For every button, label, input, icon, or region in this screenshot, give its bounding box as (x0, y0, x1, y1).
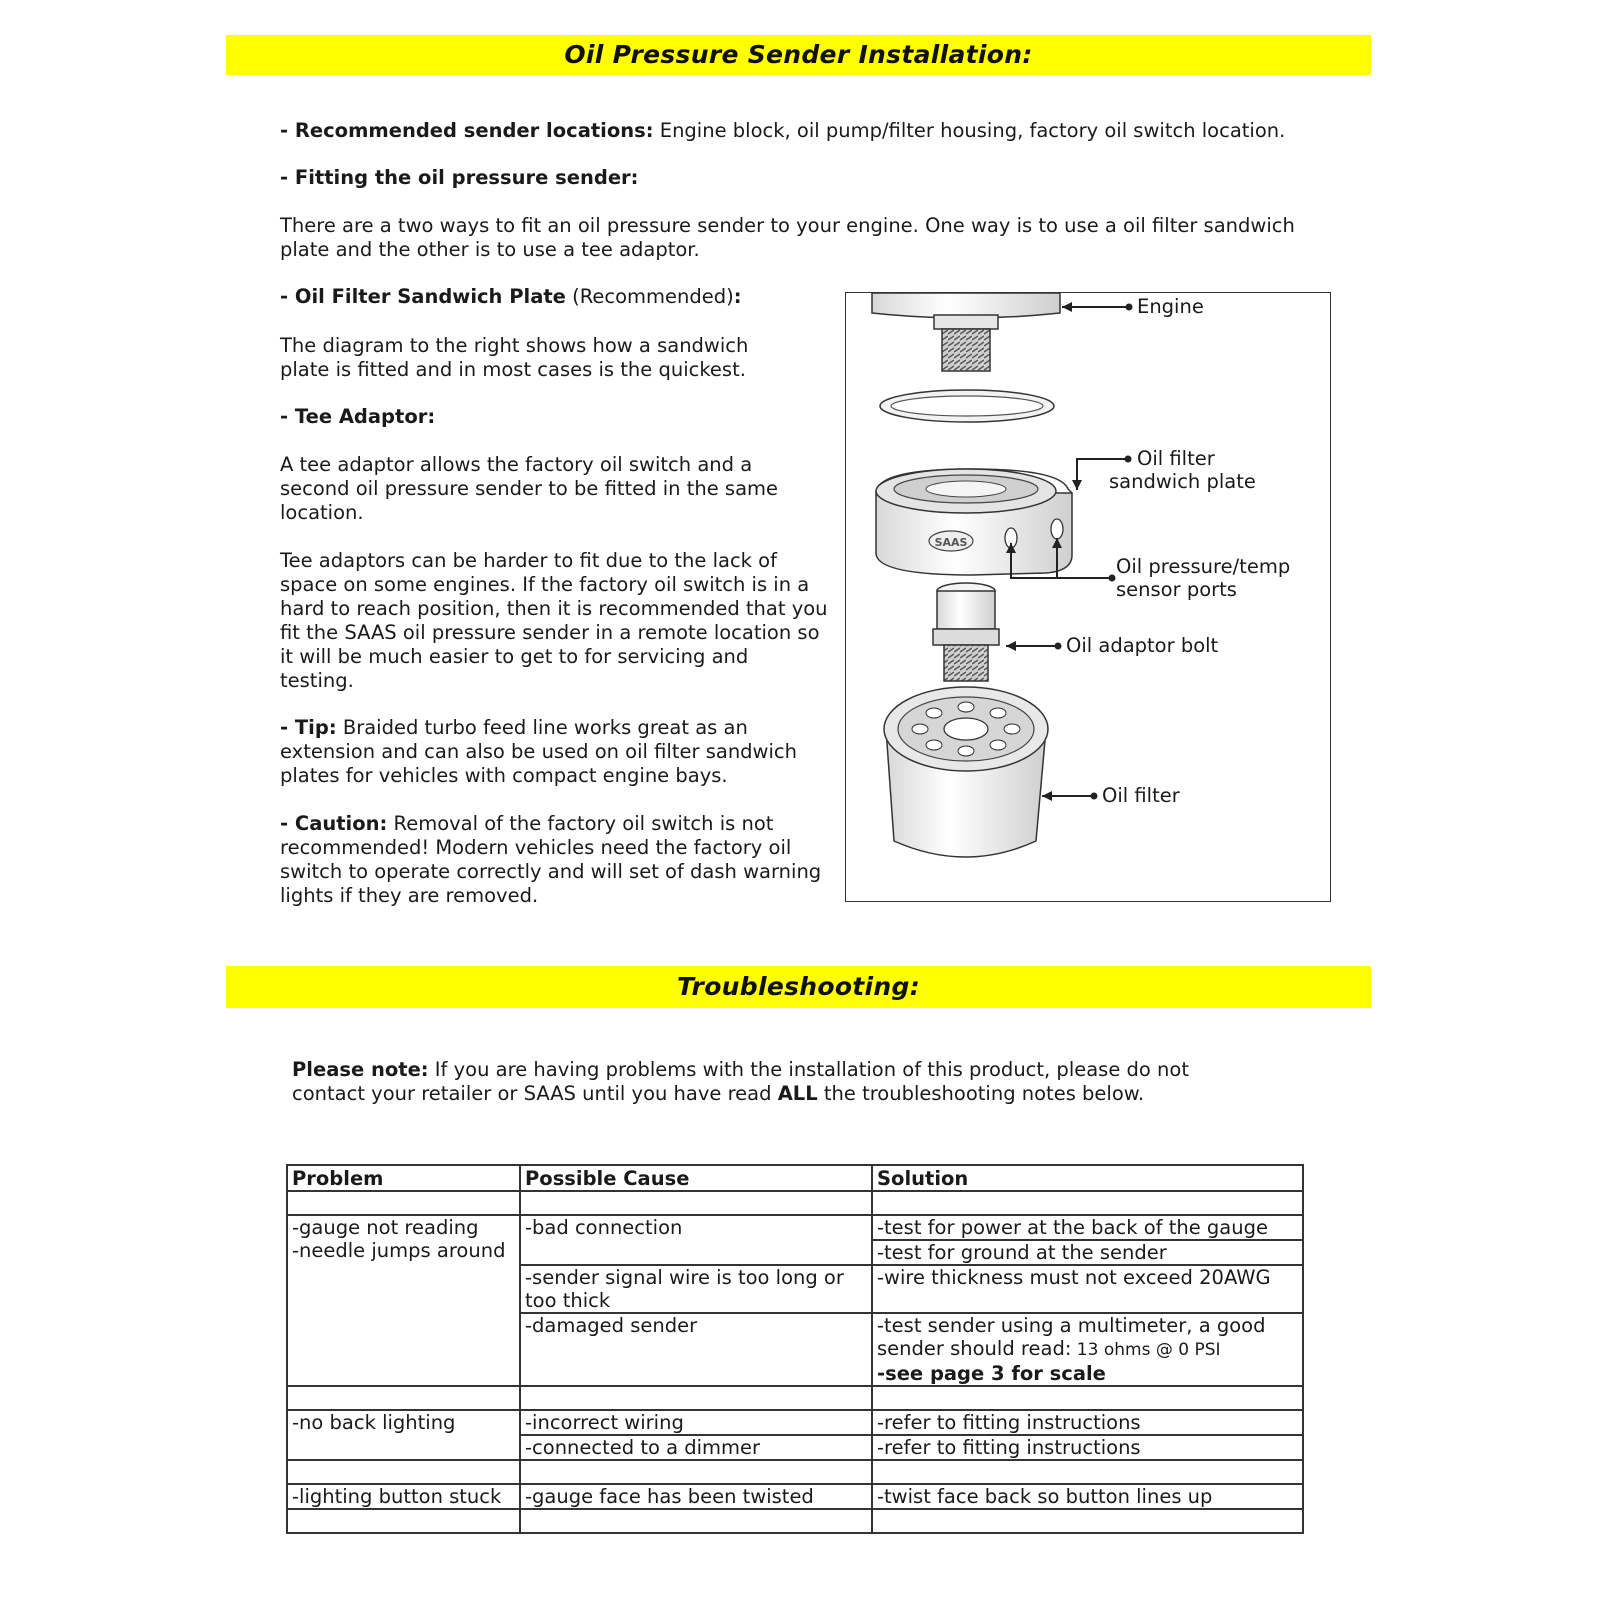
header-problem: Problem (287, 1165, 520, 1191)
header-cause: Possible Cause (520, 1165, 872, 1191)
adaptor-bolt (933, 583, 999, 681)
problem-cell (287, 1215, 520, 1386)
tee-heading-text: - Tee Adaptor: (280, 405, 436, 428)
tee-text-1: A tee adaptor allows the factory oil switch and a second oil pressure sender to be fitted in the same location. (280, 453, 779, 524)
plate-logo: SAAS (934, 536, 968, 549)
note-text-1: If you are having problems with the installation of this product, please do not contact your retailer or SAAS until you have read (292, 1058, 1189, 1105)
solution-cell: -test for power at the back of the gauge (872, 1215, 1303, 1240)
solution-note: -see page 3 for scale (877, 1362, 1106, 1385)
oil-filter (884, 687, 1048, 857)
fitting-heading-text: - Fitting the oil pressure sender: (280, 166, 639, 189)
solution-cell (872, 1313, 1303, 1386)
recommended-locations (280, 119, 1340, 143)
recommended-text: Engine block, oil pump/filter housing, factory oil switch location. (653, 119, 1286, 142)
table-row (287, 1460, 1303, 1484)
table-row (287, 1386, 1303, 1410)
sandwich-text: The diagram to the right shows how a sandwich plate is fitted and in most cases is the quickest. (280, 334, 749, 381)
tip-paragraph (280, 716, 828, 788)
cause-cell: -gauge face has been twisted (520, 1484, 872, 1509)
sandwich-heading-colon: : (733, 285, 742, 308)
tee-text-2: Tee adaptors can be harder to fit due to the lack of space on some engines. If the factory oil switch is in a hard to reach position, then it is recommended that you fit the SAAS oil pressure sender in a remote location so it will be much easier to get to for servicing and testing. (280, 549, 828, 692)
table-row (287, 1215, 1303, 1240)
troubleshooting-table (286, 1164, 1304, 1534)
tip-label: - Tip: (280, 716, 337, 739)
sandwich-heading-label: - Oil Filter Sandwich Plate (280, 285, 566, 308)
cause-cell: -bad connection (520, 1215, 872, 1265)
filter-label: Oil filter (1102, 784, 1180, 807)
caution-label: - Caution: (280, 812, 388, 835)
solution-cell: -test for ground at the sender (872, 1240, 1303, 1265)
cause-cell: -sender signal wire is too long or too thick (520, 1265, 872, 1313)
solution-cell: -refer to fitting instructions (872, 1410, 1303, 1435)
sandwich-label-line2: sandwich plate (1109, 470, 1256, 493)
caution-text: Removal of the factory oil switch is not recommended! Modern vehicles need the factory oil switch to operate correctly and will set of dash warning lights if they are removed. (280, 812, 822, 907)
solution-value: 13 ohms @ 0 PSI (1071, 1340, 1221, 1360)
note-all: ALL (777, 1082, 818, 1105)
tip-text: Braided turbo feed line works great as an extension and can also be used on oil filter sandwich plates for vehicles with compact engine bays. (280, 716, 797, 787)
sandwich-label-line1: Oil filter (1137, 447, 1215, 470)
cause-cell: -damaged sender (520, 1313, 872, 1386)
solution-text: -test sender using a multimeter, a good sender should read: (877, 1314, 1266, 1360)
diagram-illustration (846, 293, 1332, 903)
oil-filter-diagram (845, 292, 1331, 902)
cause-cell: -connected to a dimmer (520, 1435, 872, 1460)
caution-paragraph (280, 812, 845, 908)
fitting-heading (280, 166, 1340, 190)
troubleshooting-title: Troubleshooting: (226, 966, 1371, 1008)
problem-cell: -no back lighting (287, 1410, 520, 1460)
tee-heading (280, 405, 780, 429)
table-row (287, 1484, 1303, 1509)
table-header-row (287, 1165, 1303, 1191)
engine-block (872, 293, 1060, 371)
solution-cell: -refer to fitting instructions (872, 1435, 1303, 1460)
table-row (287, 1191, 1303, 1215)
bolt-label: Oil adaptor bolt (1066, 634, 1219, 657)
cause-cell: -incorrect wiring (520, 1410, 872, 1435)
ports-label-line1: Oil pressure/temp (1116, 555, 1291, 578)
engine-label: Engine (1137, 295, 1204, 318)
ports-label-line2: sensor ports (1116, 578, 1237, 601)
table-row (287, 1410, 1303, 1435)
problem-text: -gauge not reading (292, 1216, 479, 1239)
sandwich-heading (280, 285, 840, 309)
recommended-label: - Recommended sender locations: (280, 119, 654, 142)
problem-text: -needle jumps around (292, 1239, 506, 1262)
sandwich-heading-suffix: (Recommended) (565, 285, 734, 308)
problem-cell: -lighting button stuck (287, 1484, 520, 1509)
gasket-ring (880, 390, 1054, 422)
table-row (287, 1509, 1303, 1533)
note-text-2: the troubleshooting notes below. (817, 1082, 1145, 1105)
solution-cell: -wire thickness must not exceed 20AWG (872, 1265, 1303, 1313)
solution-cell: -twist face back so button lines up (872, 1484, 1303, 1509)
installation-title: Oil Pressure Sender Installation: (226, 35, 1371, 75)
note-label: Please note: (292, 1058, 429, 1081)
please-note (292, 1058, 1252, 1106)
fitting-text: There are a two ways to fit an oil pressure sender to your engine. One way is to use a oil filter sandwich plate and the other is to use a tee adaptor. (280, 214, 1295, 261)
sandwich-plate (876, 469, 1072, 575)
header-solution: Solution (872, 1165, 1303, 1191)
